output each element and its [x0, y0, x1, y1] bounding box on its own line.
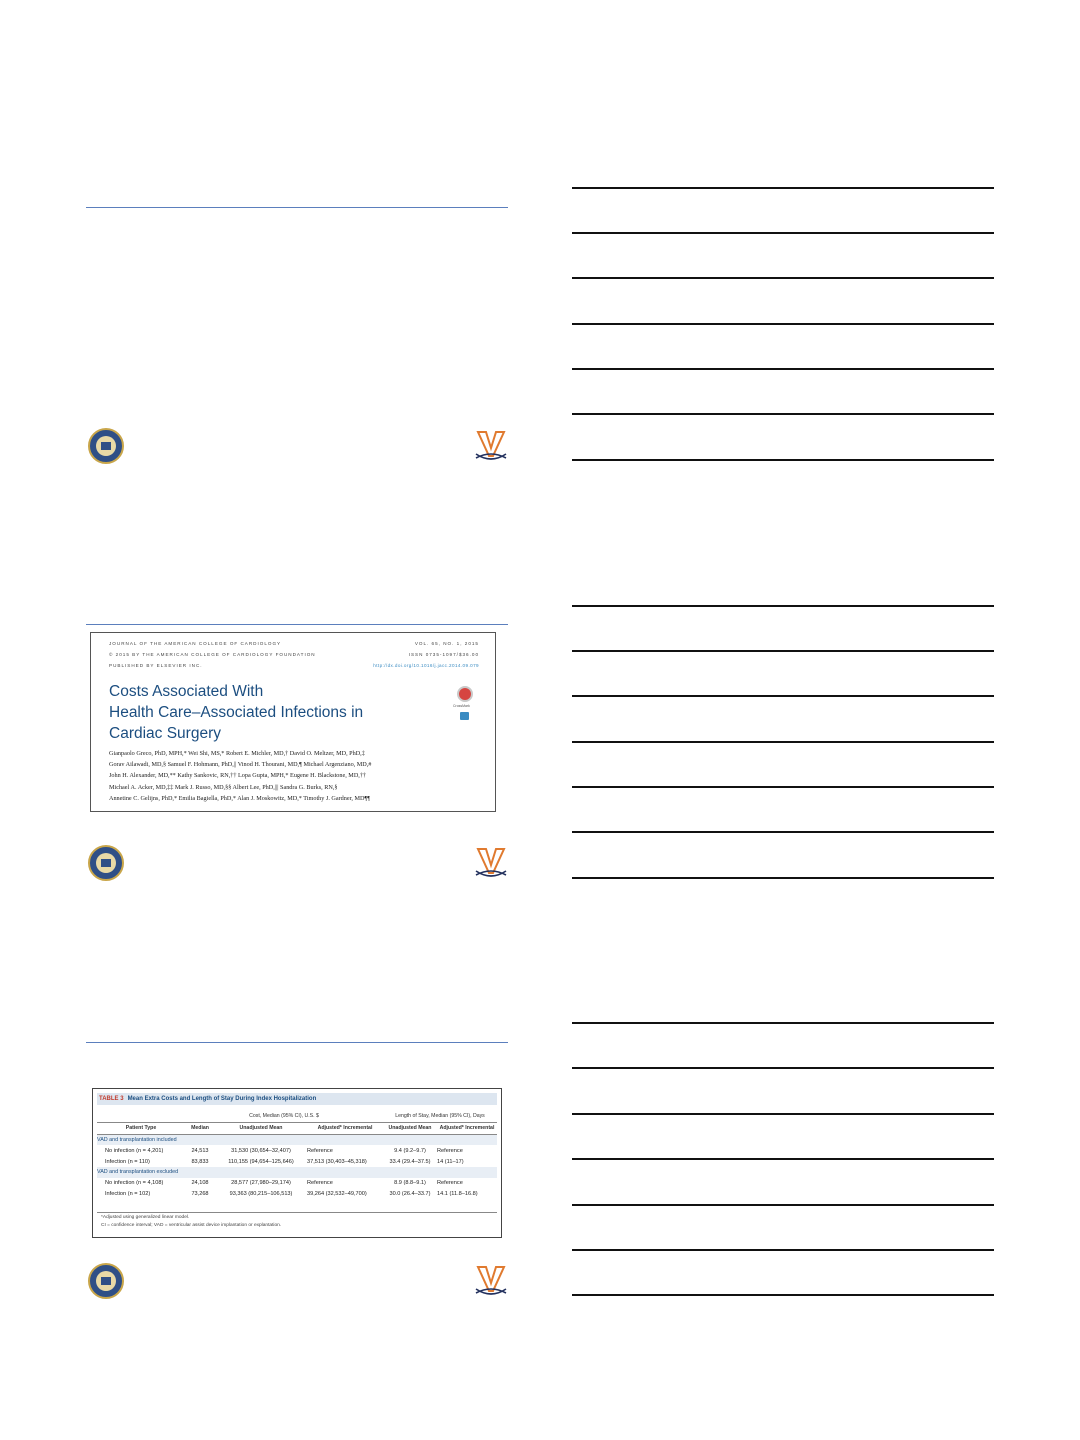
- author-line: Annetine C. Gelijns, PhD,* Emilia Bagiella, PhD,* Alan J. Moskowitz, MD,* Timothy J. Gardner, MD¶¶: [109, 794, 371, 802]
- note-line: [572, 741, 994, 743]
- uva-v-sabres-icon: [474, 845, 508, 881]
- note-line: [572, 1113, 994, 1115]
- table-cell: 110,155 (94,654–125,646): [228, 1158, 294, 1165]
- table-caption: [97, 1093, 497, 1105]
- table-caption-text: Mean Extra Costs and Length of Stay During Index Hospitalization: [127, 1096, 317, 1102]
- table-cell: Reference: [437, 1180, 463, 1187]
- notes-area-1[interactable]: [572, 187, 994, 462]
- slide-3: [86, 1042, 508, 1302]
- journal-volume: VOL. 65, NO. 1, 2015: [414, 641, 479, 646]
- table-row: [97, 1156, 497, 1167]
- slide-title-rule: [86, 624, 508, 625]
- note-line: [572, 1249, 994, 1251]
- crossmark-label: CrossMark: [453, 704, 470, 708]
- slide-2: [86, 624, 508, 884]
- audio-icon[interactable]: [460, 712, 469, 720]
- university-seal-icon: [88, 845, 124, 881]
- article-title: [109, 681, 429, 744]
- cost-group-header: Cost, Median (95% CI), U.S. $: [185, 1111, 383, 1122]
- column-header: Patient Type: [97, 1122, 185, 1134]
- table-cell: 37,513 (30,403–45,318): [307, 1158, 367, 1165]
- note-line: [572, 1022, 994, 1024]
- note-line: [572, 232, 994, 234]
- table-cell: 83,833: [191, 1158, 209, 1165]
- table-cell: 93,363 (80,215–106,513): [229, 1190, 293, 1197]
- journal-name: JOURNAL OF THE AMERICAN COLLEGE OF CARDIOLOGY: [109, 641, 282, 646]
- note-line: [572, 1204, 994, 1206]
- slide-1: [86, 207, 508, 467]
- notes-area-3[interactable]: [572, 1022, 994, 1297]
- journal-publisher: PUBLISHED BY ELSEVIER INC.: [109, 663, 203, 668]
- table-cell: 39,264 (32,532–49,700): [307, 1190, 367, 1197]
- table-group-header: [97, 1111, 497, 1122]
- author-list: [109, 748, 479, 804]
- article-title-line-3: Cardiac Surgery: [109, 725, 221, 742]
- author-line: Gianpaolo Greco, PhD, MPH,* Wei Shi, MS,* Robert E. Michler, MD,† David O. Meltzer, MD, PhD,‡: [109, 750, 365, 757]
- table-cell: Reference: [307, 1180, 333, 1187]
- university-seal-icon: [88, 428, 124, 464]
- article-title-line-1: Costs Associated With: [109, 683, 264, 700]
- author-line: Michael A. Acker, MD,‡‡ Mark J. Russo, MD,§§ Albert Lee, PhD,||| Sandra G. Burks, RN,§: [109, 783, 338, 791]
- note-line: [572, 695, 994, 697]
- table-footnotes: [101, 1214, 281, 1230]
- journal-issn: ISSN 0735-1097/$36.00: [408, 652, 479, 657]
- uva-v-sabres-icon: [474, 1263, 508, 1299]
- note-line: [572, 605, 994, 607]
- table-cell: No infection (n = 4,201): [105, 1147, 164, 1154]
- author-line: John H. Alexander, MD,** Kathy Sankovic, RN,†† Lopa Gupta, MPH,* Eugene H. Blackstone, MD,††: [109, 772, 367, 780]
- table-cell: Infection (n = 102): [105, 1190, 151, 1197]
- doi-link[interactable]: http://dx.doi.org/10.1016/j.jacc.2014.09.079: [373, 663, 479, 668]
- table-cell: 30.0 (26.4–33.7): [389, 1190, 431, 1197]
- section-title: VAD and transplantation excluded: [97, 1167, 497, 1178]
- note-line: [572, 1067, 994, 1069]
- table-cell: 33.4 (29.4–37.5): [389, 1158, 431, 1165]
- note-line: [572, 1294, 994, 1296]
- column-header: Median: [185, 1122, 215, 1134]
- table-cell: Reference: [307, 1147, 333, 1154]
- table-cell: 14 (11–17): [437, 1158, 464, 1165]
- author-line: Gorav Ailawadi, MD,§ Samuel F. Hohmann, PhD,|| Vinod H. Thourani, MD,¶ Michael Argenziano, MD,#: [109, 761, 372, 769]
- note-line: [572, 1158, 994, 1160]
- table-label: TABLE 3: [99, 1096, 124, 1102]
- slide-title-rule: [86, 207, 508, 208]
- footnote-rule: [97, 1212, 497, 1213]
- table-section-row: [97, 1134, 497, 1145]
- journal-copyright: © 2015 BY THE AMERICAN COLLEGE OF CARDIOLOGY FOUNDATION: [109, 652, 316, 657]
- column-header: Adjusted* Incremental: [437, 1122, 497, 1134]
- table-cell: 8.9 (8.8–9.1): [394, 1180, 426, 1187]
- table-cell: 24,108: [191, 1180, 209, 1187]
- crossmark-icon[interactable]: [457, 686, 473, 702]
- table-column-header: [97, 1122, 497, 1134]
- footnote: CI = confidence interval; VAD = ventricular assist device implantation or explantation.: [101, 1223, 282, 1228]
- los-group-header: Length of Stay, Median (95% CI), Days: [383, 1111, 497, 1122]
- table-row: [97, 1189, 497, 1200]
- slide-title-rule: [86, 1042, 508, 1043]
- column-header: Unadjusted Mean: [383, 1122, 437, 1134]
- table-row: [97, 1178, 497, 1189]
- notes-area-2[interactable]: [572, 605, 994, 880]
- note-line: [572, 877, 994, 879]
- note-line: [572, 277, 994, 279]
- note-line: [572, 413, 994, 415]
- costs-table-image: [92, 1088, 502, 1238]
- table-cell: 28,577 (27,980–29,174): [231, 1180, 291, 1187]
- note-line: [572, 831, 994, 833]
- table-cell: 9.4 (9.2–9.7): [394, 1147, 426, 1154]
- footnote: *Adjusted using generalized linear model.: [101, 1215, 190, 1220]
- table-section-row: [97, 1167, 497, 1178]
- article-header-image: [90, 632, 496, 812]
- article-title-line-2: Health Care–Associated Infections in: [109, 704, 364, 721]
- note-line: [572, 786, 994, 788]
- note-line: [572, 650, 994, 652]
- university-seal-icon: [88, 1263, 124, 1299]
- table-cell: Reference: [437, 1147, 463, 1154]
- table-cell: 73,268: [191, 1190, 209, 1197]
- table-cell: 31,530 (30,654–32,407): [231, 1147, 291, 1154]
- column-header: Adjusted* Incremental: [307, 1122, 383, 1134]
- column-header: Unadjusted Mean: [215, 1122, 307, 1134]
- table-cell: No infection (n = 4,108): [105, 1180, 164, 1187]
- costs-table: [97, 1111, 497, 1199]
- table-cell: 14.1 (11.8–16.8): [437, 1190, 478, 1197]
- note-line: [572, 459, 994, 461]
- uva-v-sabres-icon: [474, 428, 508, 464]
- table-row: [97, 1145, 497, 1156]
- section-title: VAD and transplantation included: [97, 1134, 497, 1145]
- note-line: [572, 187, 994, 189]
- table-cell: Infection (n = 110): [105, 1158, 150, 1165]
- table-cell: 24,513: [191, 1147, 209, 1154]
- note-line: [572, 368, 994, 370]
- note-line: [572, 323, 994, 325]
